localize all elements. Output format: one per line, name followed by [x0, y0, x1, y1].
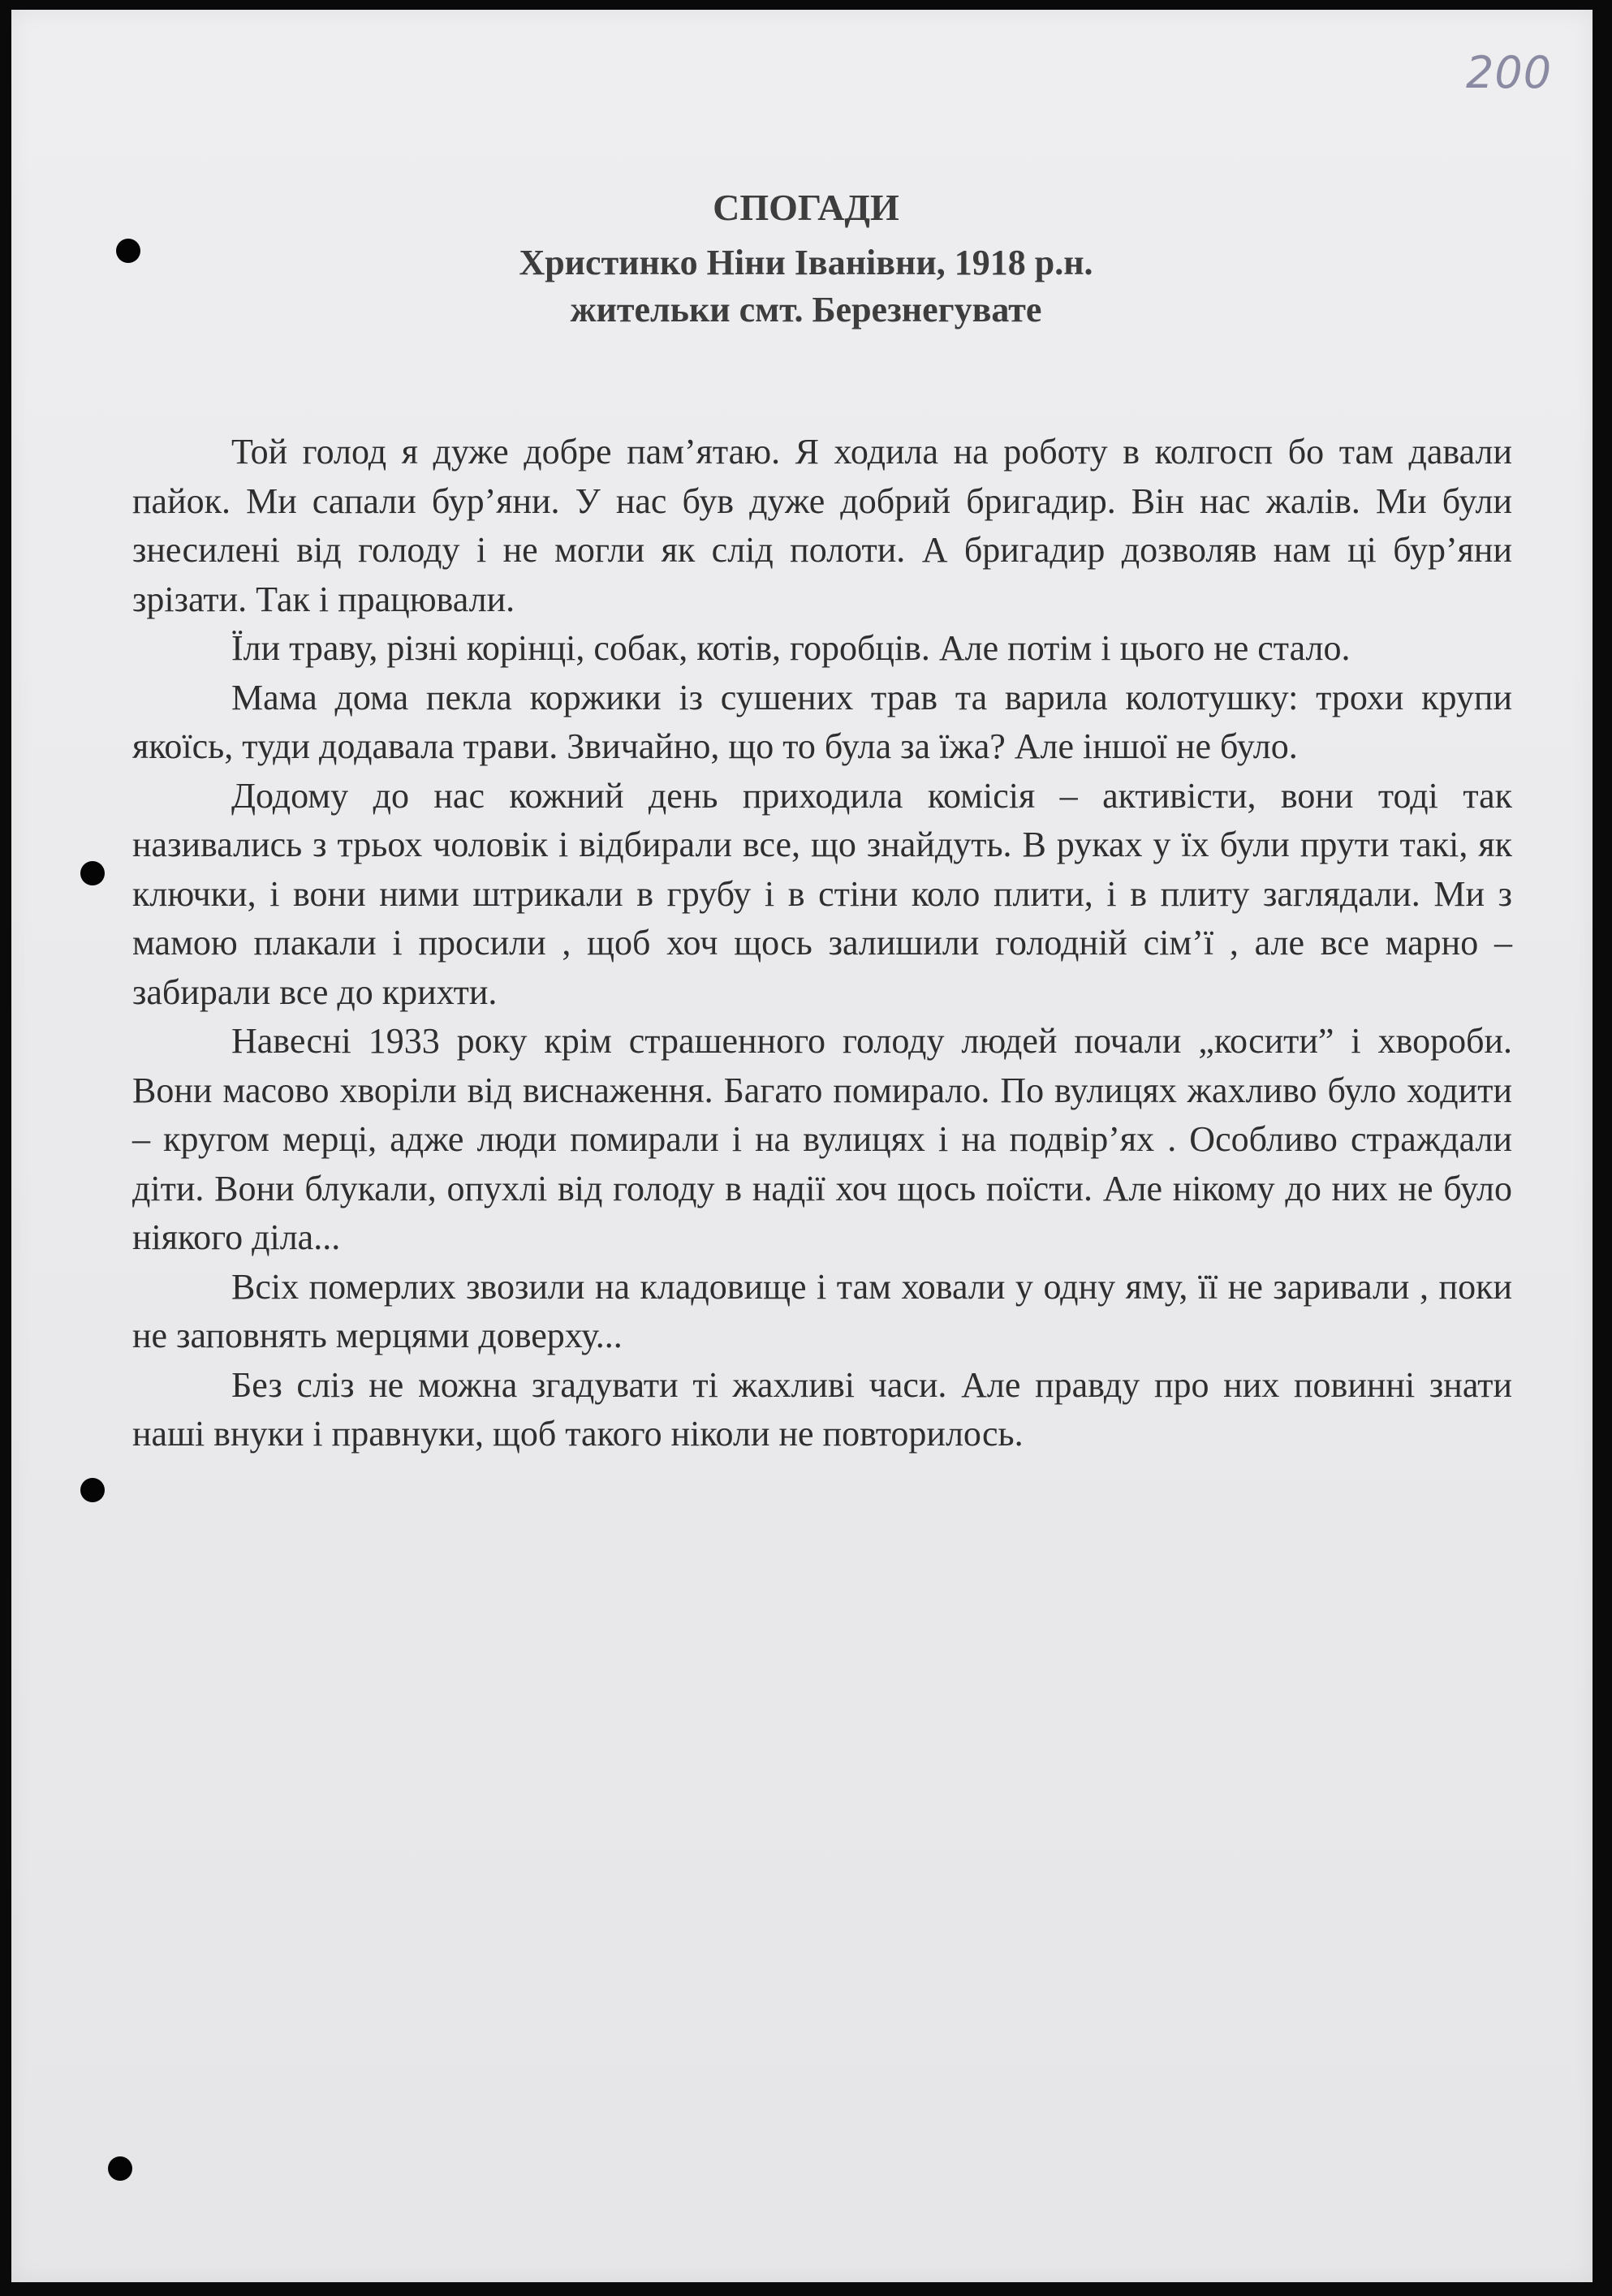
memoir-body	[132, 428, 1512, 1459]
document-title: СПОГАДИ	[713, 187, 899, 228]
handwritten-page-number: 200	[1466, 47, 1553, 98]
paragraph: Мама дома пекла коржики із сушених трав та варила колотушку: трохи крупи якоїсь, туди додавала трави. Звичайно, що то була за їжа? Але іншої не було.	[132, 677, 1512, 766]
author-line: Христинко Ніни Іванівни, 1918 р.н.	[519, 243, 1093, 282]
paragraph: Всіх померлих звозили на кладовище і там ховали у одну яму, її не заривали , поки не заповнять мерцями доверху...	[132, 1266, 1512, 1355]
paragraph: Той голод я дуже добре пам’ятаю. Я ходила на роботу в колгосп бо там давали пайок. Ми сапали бур’яни. У нас був дуже добрий бригадир. Він нас жалів. Ми були знесилені від голоду і не могли як слід полоти. А бригадир дозволяв нам ці бур’яни зрізати. Так і працювали.	[132, 432, 1512, 619]
punch-hole	[80, 861, 105, 885]
paragraph: Без сліз не можна згадувати ті жахливі часи. Але правду про них повинні знати наші внуки і правнуки, щоб такого ніколи не повторилось.	[132, 1364, 1512, 1454]
punch-hole	[80, 1478, 105, 1502]
paragraph: Додому до нас кожний день приходила комісія – активісти, вони тоді так називались з трьох чоловік і відбирали все, що знайдуть. В руках у їх були прути такі, як ключки, і вони ними штрикали в грубу і в стіни коло плити, і в плиту заглядали. Ми з мамою плакали і просили , щоб хоч щось залишили голодній сім’ї , але все марно – забирали все до крихти.	[132, 775, 1512, 1012]
paragraph: Їли траву, різні корінці, собак, котів, горобців. Але потім і цього не стало.	[231, 628, 1351, 668]
residence-line: жительки смт. Березнегувате	[570, 290, 1042, 330]
punch-hole	[108, 2156, 132, 2181]
paragraph: Навесні 1933 року крім страшенного голоду людей почали „косити” і хвороби. Вони масово хворіли від виснаження. Багато помирало. По вулицях жахливо було ходити – кругом мерці, адже люди помирали і на вулицях і на подвір’ях . Особливо страждали діти. Вони блукали, опухлі від голоду в надії хоч щось поїсти. Але нікому до них не було ніякого діла...	[132, 1021, 1512, 1257]
